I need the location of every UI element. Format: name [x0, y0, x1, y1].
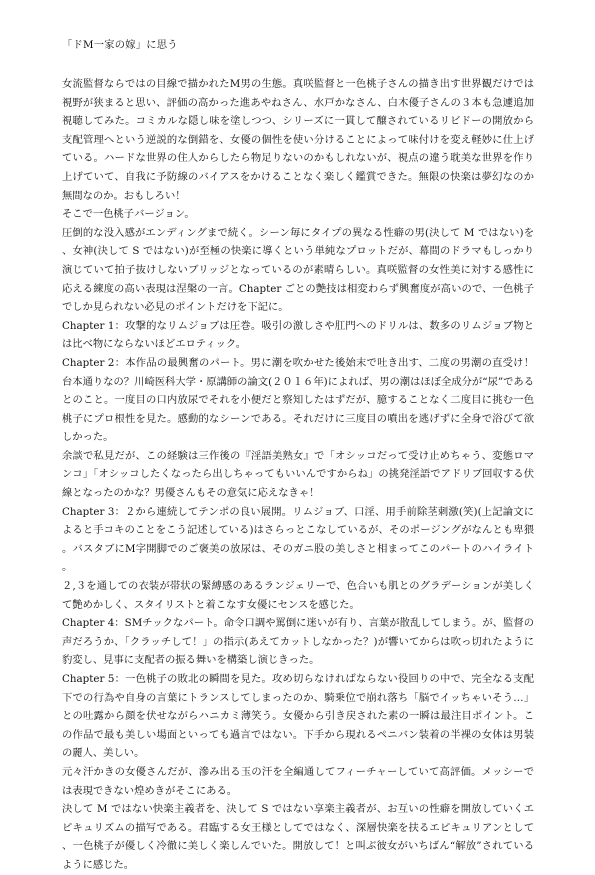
paragraph-aside: 余談で私見だが、この経験は三作後の『淫語美熟女』で「オシッコだって受け止めちゃう、変態ロマンコ」「オシッコしたくなったら出しちゃってもいいんですからね」の挑発淫語でアドリブ回収する伏線となったのかな？男優さんもその意気に応えなきゃ！: [62, 449, 534, 500]
paragraph-conclusion: 決して M ではない快楽主義者を、決して S ではない享楽主義者が、お互いの性癖を開放していくエピキュリズムの描写である。君臨する女王様としてではなく、深層快楽を扶るエピキュリアンとして、一色桃子が優しく冷徹に美しく楽しんでいた。開放して！と叫ぶ彼女がいちばん“解放”されているように感じた。: [62, 803, 534, 871]
paragraph-chapter-4: Chapter 4：SMチックなパート。命令口調や罵倒に迷いが有り、言葉が散乱してしまう。が、監督の声だろうか、「クラッチして！」の指示(あえてカットしなかった？)が響いてからは吹っ切れたように豹変し、見事に支配者の振る舞いを構築し演じきった。: [62, 617, 534, 667]
document-title: 「ドM一家の嫁」に思う: [62, 39, 178, 51]
paragraph-chapter-2: Chapter 2：本作品の最興奮のパート。男に潮を吹かせた後始末で吐き出す、二度の男潮の直受け！台本通りなの？川崎医科大学・原講師の論文(２０１６年)によれば、男の潮はほぼ全成分が“尿”であるとのこと。一度目の口内放尿でそれを小便だと察知したはずだが、臆することなく二度目に挑む一色桃子にプロ根性を見た。感動的なシーンである。それだけに三度目の噴出を逃げずに全身で浴びて欲しかった。: [62, 356, 534, 444]
paragraph-overview: 圧倒的な没入感がエンディングまで続く。シーン毎にタイプの異なる性癖の男(決して M ではない)を、女神(決して S ではない)が至極の快楽に導くという単純なプロットだが、幕間のドラマもしっかり演じていて拍子抜けしないブリッジとなっているのが素晴らしい。真咲監督の女性美に対する感性に応える練度の高い表現は涅槃の一言。Chapter ごとの艶技は相変わらず興奮度が高いので、一色桃子でしか見られない必見のポイントだけを下記に。: [62, 226, 534, 314]
document-body: [62, 75, 534, 875]
document-page: [62, 38, 534, 875]
paragraph-sweat: 元々汗かきの女優さんだが、滲み出る玉の汗を全編通してフィーチャーしていて高評価。メッシーでは表現できない煌めきがそこにある。: [62, 765, 534, 797]
paragraph-chapter-3: Chapter 3：２から連続してテンポの良い展開。リムジョブ、口淫、用手前除茎刺激(笑)(上記論文によると手コキのことをこう記述している)はさらっとこなしているが、そのポージングがなんとも卑猥。バスタブにM字開脚でのご褒美の放尿は、そのガニ股の美しさと相まってこのパートのハイライト。: [62, 505, 534, 574]
paragraph-costume: ２,３を通しての衣装が帯状の緊縛感のあるランジェリーで、色合いも肌とのグラデーションが美しくて艶めかしく、スタイリストと着こなす女優にセンスを感じた。: [62, 580, 534, 611]
paragraph-version: そこで一色桃子バージョン。: [62, 208, 195, 221]
paragraph-intro: 女流監督ならではの目線で描かれたM男の生態。真咲監督と一色桃子さんの描き出す世界観だけでは視野が狭まると思い、評価の高かった進あやねさん、水戸かなさん、白木優子さんの３本も急遽追加視聴してみた。コミカルな隠し味を塗しつつ、シリーズに一貫して醸されているリビドーの開放から支配管理へという逆説的な倒錯を、女優の個性を使い分けることによって味付けを変え軽妙に仕上げている。ハードな世界の住人からしたら物足りないのかもしれないが、視点の違う耽美な世界を作り上げていて、自我に予防線のバイアスをかけることなく楽しく鑑賞できた。無限の快楽は夢幻なのか無間なのか。おもしろい！: [62, 78, 534, 202]
paragraph-chapter-1: Chapter 1：攻撃的なリムジョブは圧巻。吸引の激しさや肛門へのドリルは、数多のリムジョブ物とは比べ物にならないほどエロティック。: [62, 319, 534, 351]
paragraph-chapter-5: Chapter 5：一色桃子の敗北の瞬間を見た。攻め切らなければならない役回りの中で、完全なる支配下での行為や自身の言葉にトランスしてしまったのか、騎乗位で崩れ落ち「脳でイッちゃいそう…」との吐露から顔を伏せながらハニカミ薄笑う。女優から引き戻された素の一瞬は最注目ポイント。この作品で最も美しい場面といっても過言ではない。下手から現れるペニバン装着の半裸の女体は男装の麗人、美しい。: [62, 673, 534, 760]
